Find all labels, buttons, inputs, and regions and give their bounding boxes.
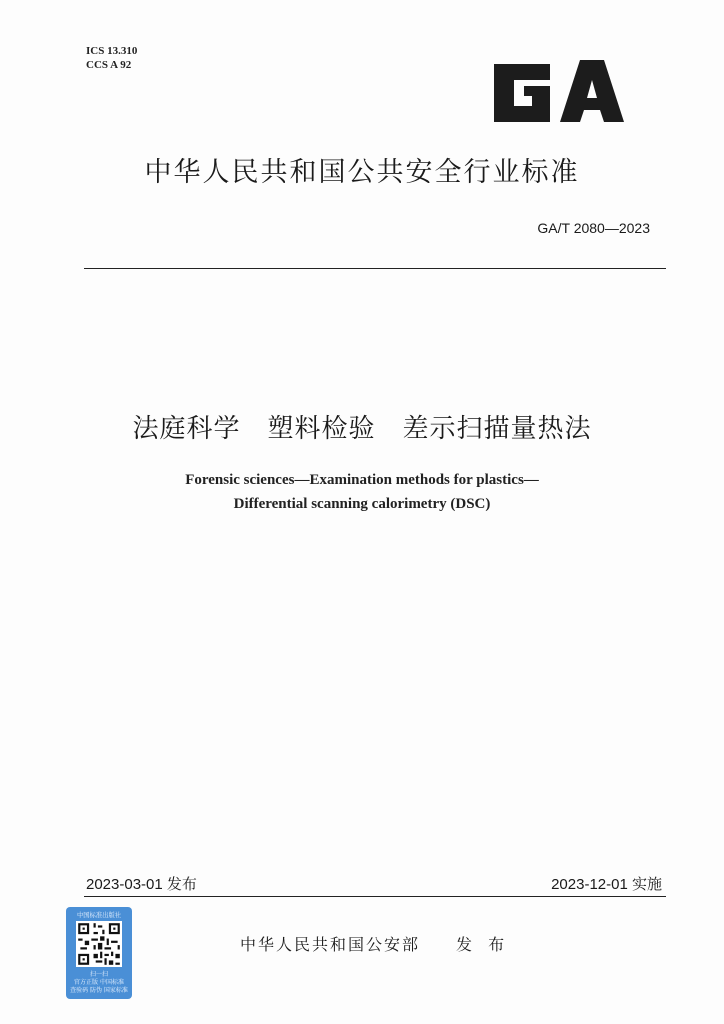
ccs-code: CCS A 92 bbox=[86, 59, 132, 71]
document-title-en bbox=[0, 468, 724, 516]
qr-code-icon[interactable] bbox=[76, 921, 122, 967]
publish-date: 2023-03-01 发布 bbox=[86, 876, 197, 893]
ics-code: ICS 13.310 bbox=[86, 45, 138, 57]
qr-footer-line3: 查验码 防伪 国家标准 bbox=[70, 987, 128, 994]
classification-codes bbox=[86, 44, 137, 72]
standard-category-title: 中华人民共和国公共安全行业标准 bbox=[144, 157, 580, 188]
top-divider bbox=[84, 268, 666, 269]
qr-header: 中国标准出版社 bbox=[76, 911, 122, 919]
qr-verification-panel bbox=[66, 907, 132, 999]
title-en-line1: Forensic sciences—Examination methods for plastics— bbox=[185, 472, 539, 488]
implement-date: 2023-12-01 实施 bbox=[551, 876, 662, 893]
document-title-cn: 法庭科学 塑料检验 差示扫描量热法 bbox=[132, 414, 592, 444]
bottom-divider bbox=[84, 896, 666, 897]
qr-footer-line1: 扫一扫 bbox=[89, 971, 108, 978]
qr-footer bbox=[66, 971, 132, 995]
title-en-line2: Differential scanning calorimetry (DSC) bbox=[233, 496, 491, 512]
publisher-line: 中华人民共和国公安部 发 布 bbox=[240, 935, 507, 954]
qr-footer-line2: 官方正版 中国标准 bbox=[74, 979, 124, 986]
standard-number: GA/T 2080—2023 bbox=[537, 220, 650, 236]
ga-logo-icon bbox=[488, 56, 628, 126]
